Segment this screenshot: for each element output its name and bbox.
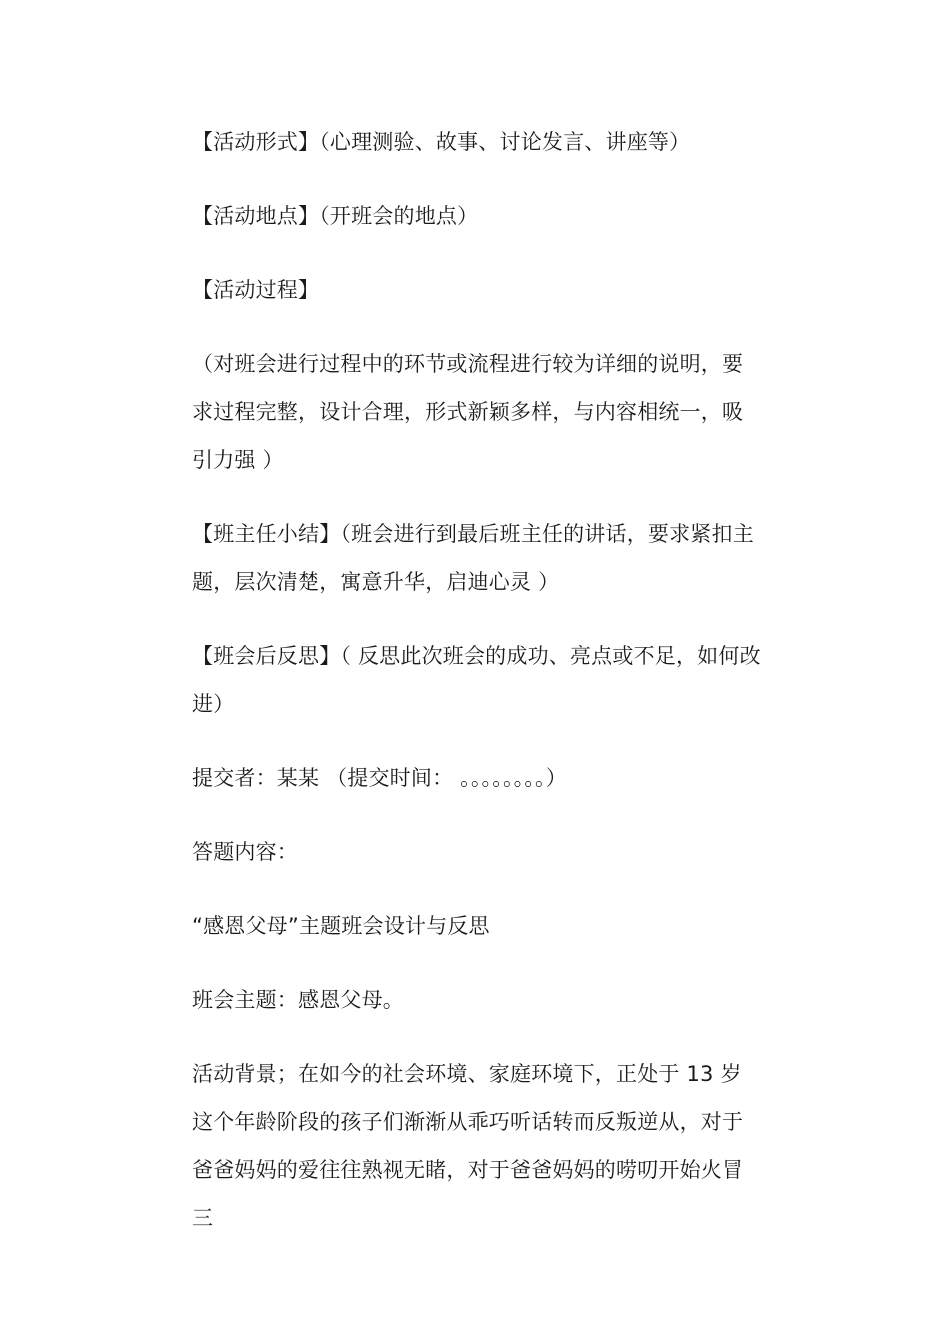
activity-location-paragraph: 【活动地点】（开班会的地点） (192, 204, 479, 228)
document-body (192, 118, 762, 1268)
activity-form-paragraph: 【活动形式】（心理测验、故事、讨论发言、讲座等） (192, 130, 691, 154)
class-meeting-theme: 班会主题：感恩父母。 (192, 988, 404, 1012)
answer-title: “感恩父母”主题班会设计与反思 (192, 914, 490, 938)
teacher-summary-paragraph: 【班主任小结】（班会进行到最后班主任的讲话，要求紧扣主题，层次清楚，寓意升华，启迪心灵 ） (192, 522, 754, 594)
activity-process-heading: 【活动过程】 (192, 278, 320, 302)
submitter-line: 提交者：某某 （提交时间： 。。。。。。。。） (192, 766, 567, 790)
activity-background-paragraph: 活动背景；在如今的社会环境、家庭环境下，正处于 13 岁这个年龄阶段的孩子们渐渐从乖巧听话转而反叛逆从，对于爸爸妈妈的爱往往熟视无睹，对于爸爸妈妈的唠叨开始火冒三 (192, 1062, 744, 1230)
reflection-paragraph: 【班会后反思】（ 反思此次班会的成功、亮点或不足，如何改进） (192, 644, 761, 716)
activity-process-description: （对班会进行过程中的环节或流程进行较为详细的说明，要求过程完整，设计合理，形式新颖多样，与内容相统一，吸引力强 ） (192, 352, 744, 472)
answer-content-label: 答题内容： (192, 840, 298, 864)
